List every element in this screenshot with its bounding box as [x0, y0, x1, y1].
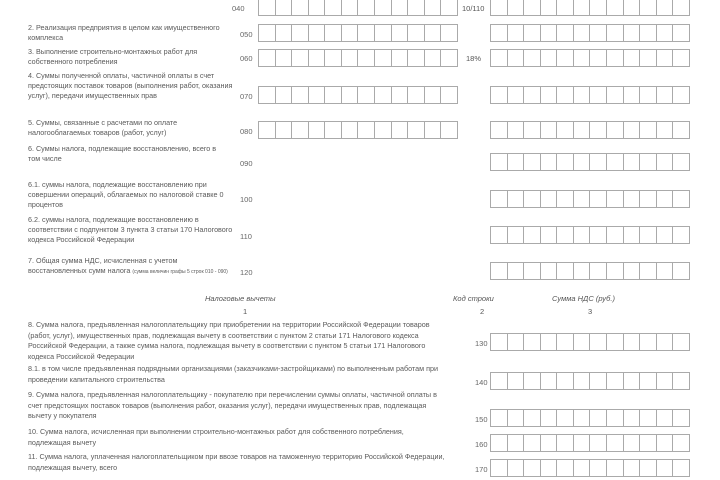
- rate-040: 10/110: [462, 4, 485, 13]
- row-code-100: 100: [240, 195, 253, 204]
- row-label-050: 2. Реализация предприятия в целом как имущественного комплекса: [28, 23, 220, 42]
- row-code-040: 040: [232, 4, 245, 13]
- header-deductions: Налоговые вычеты: [205, 294, 276, 303]
- row-code-120: 120: [240, 268, 253, 277]
- row-label-120: [28, 256, 233, 277]
- base-field-050[interactable]: [258, 24, 458, 42]
- row-label-080: 5. Суммы, связанные с расчетами по оплате налогооблагаемых товаров (работ, услуг): [28, 118, 178, 137]
- row-code-130: 130: [475, 339, 488, 348]
- vat-field-090[interactable]: [490, 153, 690, 171]
- vat-field-080[interactable]: [490, 121, 690, 139]
- row-code-160: 160: [475, 440, 488, 449]
- row-code-070: 070: [240, 92, 253, 101]
- vat-field-060[interactable]: [490, 49, 690, 67]
- header-num-2: 2: [480, 307, 485, 316]
- row-label-160: 10. Сумма налога, исчисленная при выполнении строительно-монтажных работ для собственного потребления, подлежащая вычету: [28, 427, 404, 447]
- row-label-060: 3. Выполнение строительно-монтажных работ для собственного потребления: [28, 47, 198, 66]
- row-code-170: 170: [475, 465, 488, 474]
- row-code-110: 110: [240, 232, 252, 241]
- vat-field-120[interactable]: [490, 262, 690, 280]
- row-code-140: 140: [475, 378, 488, 387]
- row-label-070: 4. Суммы полученной оплаты, частичной оплаты в счет предстоящих поставок товаров (выполнения работ, оказания услуг), передачи имущественных прав: [28, 71, 233, 100]
- vat-field-150[interactable]: [490, 409, 690, 427]
- vat-field-170[interactable]: [490, 459, 690, 477]
- base-field-060[interactable]: [258, 49, 458, 67]
- vat-field-040[interactable]: [490, 0, 690, 16]
- row-code-150: 150: [475, 415, 488, 424]
- row-code-060: 060: [240, 54, 253, 63]
- vat-field-110[interactable]: [490, 226, 690, 244]
- vat-field-140[interactable]: [490, 372, 690, 390]
- rate-060: 18%: [466, 54, 482, 63]
- row-label-170: 11. Сумма налога, уплаченная налогоплательщиком при ввозе товаров на таможенную территорию Российской Федерации, подлежащая вычету, всего: [28, 452, 445, 472]
- header-vat-amount: Сумма НДС (руб.): [552, 294, 615, 303]
- header-num-1: 1: [243, 307, 248, 316]
- vat-field-130[interactable]: [490, 333, 690, 351]
- vat-field-160[interactable]: [490, 434, 690, 452]
- vat-field-070[interactable]: [490, 86, 690, 104]
- row-label-110: 6.2. суммы налога, подлежащие восстановлению в соответствии с подпунктом 3 пункта 3 статьи 170 Налогового кодекса Российской Федерации: [28, 215, 233, 244]
- row-code-080: 080: [240, 127, 253, 136]
- header-num-3: 3: [588, 307, 593, 316]
- base-field-040[interactable]: [258, 0, 458, 16]
- base-field-080[interactable]: [258, 121, 458, 139]
- header-line-code: Код строки: [453, 294, 494, 303]
- row-label-140: 8.1. в том числе предъявленная подрядными организациями (заказчиками-застройщиками) по выполненным работам при проведении капитального строительства: [28, 364, 438, 384]
- row-label-120-note: (сумма величин графы 5 строк 010 - 090): [132, 269, 228, 275]
- row-label-130: 8. Сумма налога, предъявленная налогоплательщику при приобретении на территории Российской Федерации товаров (работ, услуг), имущественных прав, подлежащая вычету в соответствии с пунктом 2 статьи 171 Налогового кодекса Российской Федерации, а также сумма налога, подлежащая вычету в соответствии с пунктом 5 статьи 171 Налогового кодекса Российской Федерации: [28, 320, 430, 361]
- base-field-070[interactable]: [258, 86, 458, 104]
- row-code-090: 090: [240, 159, 253, 168]
- row-label-150: 9. Сумма налога, предъявленная налогоплательщику - покупателю при перечислении суммы оплаты, частичной оплаты в счет предстоящих поставок товаров (выполнения работ, оказания услуг), передачи имущественных прав, подлежащая вычету у покупателя: [28, 390, 437, 420]
- row-code-050: 050: [240, 30, 253, 39]
- vat-field-050[interactable]: [490, 24, 690, 42]
- row-label-090: 6. Суммы налога, подлежащие восстановлению, всего в том числе: [28, 144, 217, 163]
- row-label-120-text: 7. Общая сумма НДС, исчисленная с учетом восстановленных сумм налога: [28, 256, 178, 275]
- row-label-100: 6.1. суммы налога, подлежащие восстановлению при совершении операций, облагаемых по налоговой ставке 0 процентов: [28, 180, 224, 209]
- vat-field-100[interactable]: [490, 190, 690, 208]
